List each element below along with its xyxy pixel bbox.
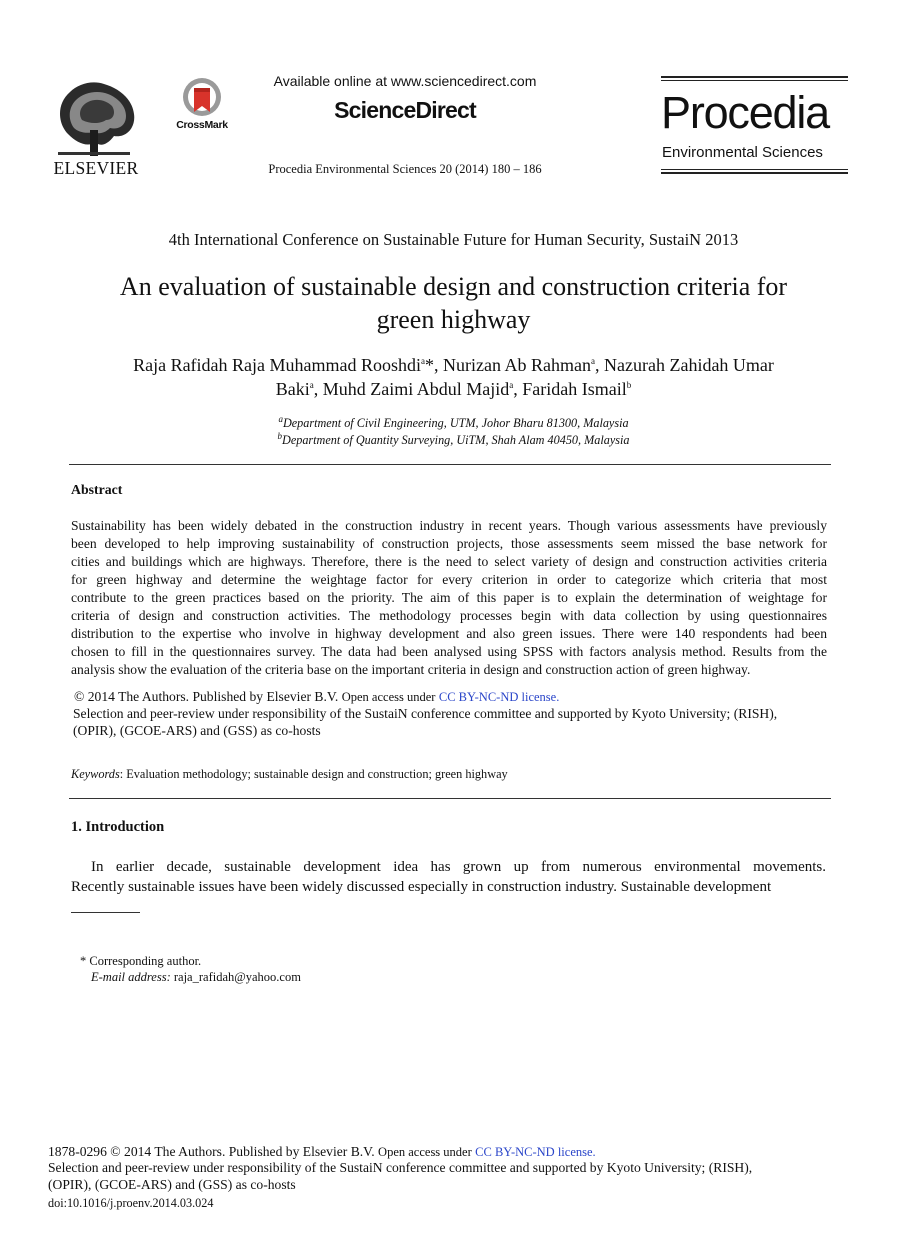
author-name: , Muhd Zaimi Abdul Majid: [313, 379, 510, 399]
section-heading: 1. Introduction: [71, 819, 165, 835]
author-list-line1: Raja Rafidah Raja Muhammad Rooshdi$^a$*, Nurizan Ab Rahman$^a$, Nazurah Zahidah Umar: [133, 355, 774, 375]
crossmark-icon: [173, 76, 231, 120]
abstract-line: chosen to fill in the questionnaires survey. The data had been analysed using SPSS with factors analysis method. Results from the: [71, 644, 827, 659]
affiliation-a: $^a$Department of Civil Engineering, UTM, Johor Bharu 81300, Malaysia: [278, 413, 629, 430]
divider-top: [69, 464, 831, 465]
divider-bottom: [69, 798, 831, 799]
sciencedirect-logo[interactable]: ScienceDirect: [334, 97, 476, 123]
conference-name: 4th International Conference on Sustainable Future for Human Security, SustaiN 2013: [168, 230, 739, 249]
footer-peer-review-line1: Selection and peer-review under responsibility of the SustaiN conference committee and supported by Kyoto University; (RISH),: [48, 1160, 753, 1175]
peer-review-line2: (OPIR), (GCOE-ARS) and (GSS) as co-hosts: [73, 723, 321, 738]
paper-title-line2: green highway: [376, 305, 531, 334]
paper-title-line1: An evaluation of sustainable design and construction criteria for: [119, 272, 788, 301]
procedia-logo: [661, 76, 849, 176]
footnote-rule: [71, 912, 140, 913]
crossmark-logo[interactable]: [173, 76, 231, 134]
copyright-notice: © 2014 The Authors. Published by Elsevier B.V. Open access under CC BY-NC-ND license.: [74, 689, 560, 704]
license-link[interactable]: CC BY-NC-ND license.: [438, 690, 560, 704]
abstract-line: contribute to the green practices based on the priority. The aim of this paper is to explain the determination of weightage for: [71, 590, 827, 605]
footer-peer-review-line2: (OPIR), (GCOE-ARS) and (GSS) as co-hosts: [48, 1177, 296, 1192]
elsevier-tree-icon: [48, 74, 144, 158]
abstract-line: analysis show the evaluation of the criteria base on the important criteria in design and construction action of green highway.: [71, 662, 751, 677]
abstract-line: been developed to help improving sustainability of construction projects, those assessments seem missed the base network for: [71, 536, 827, 551]
elsevier-logo: [48, 74, 144, 178]
footer-license-link[interactable]: CC BY-NC-ND license.: [475, 1145, 596, 1159]
peer-review-line1: Selection and peer-review under responsibility of the SustaiN conference committee and supported by Kyoto University; (RISH),: [73, 706, 778, 721]
abstract-heading: Abstract: [71, 482, 123, 497]
procedia-subtitle: Environmental Sciences: [662, 144, 823, 161]
intro-line1: In earlier decade, sustainable development idea has grown up from numerous environmental movements.: [91, 859, 826, 875]
abstract-line: criteria of design and construction activities. The methodology processes begin with data collection by using questionnaires: [71, 608, 827, 623]
journal-reference: Procedia Environmental Sciences 20 (2014) 180 – 186: [268, 162, 542, 176]
affiliation-b: $^b$Department of Quantity Surveying, UiTM, Shah Alam 40450, Malaysia: [277, 430, 630, 447]
author-name: , Faridah Ismail: [513, 379, 627, 399]
procedia-wordmark: Procedia: [661, 87, 830, 138]
elsevier-wordmark: ELSEVIER: [53, 158, 139, 178]
abstract-line: cities and buildings which are highways. Therefore, there is the need to select variety of design and construction activities criteria: [71, 554, 827, 569]
available-online: Available online at www.sciencedirect.com: [273, 73, 537, 89]
email-link[interactable]: raja_rafidah@yahoo.com: [173, 970, 301, 984]
author-name: Baki: [275, 379, 310, 399]
crossmark-label: CrossMark: [176, 119, 228, 131]
author-name: , Nazurah Zahidah Umar: [595, 355, 774, 375]
footnote-corresponding: * Corresponding author.: [80, 954, 202, 968]
intro-line2: Recently sustainable issues have been widely discussed especially in construction industry. Sustainable development: [71, 879, 772, 895]
keywords: Keywords: Evaluation methodology; sustainable design and construction; green highway: [71, 767, 508, 781]
author-name: Raja Rafidah Raja Muhammad Rooshdi: [133, 355, 422, 375]
author-name: Nurizan Ab Rahman: [443, 355, 591, 375]
doi-link[interactable]: doi:10.1016/j.proenv.2014.03.024: [48, 1196, 214, 1210]
abstract-line: distribution to the expertise who involve in highway development and also green issues. There were 140 respondents had been: [71, 626, 827, 641]
footer-issn: 1878-0296 © 2014 The Authors. Published by Elsevier B.V. Open access under CC BY-NC-ND license.: [48, 1144, 596, 1159]
author-list-line2: Baki$^a$, Muhd Zaimi Abdul Majid$^a$, Faridah Ismail$^b$: [275, 379, 632, 399]
footnote-email: E-mail address: raja_rafidah@yahoo.com: [91, 970, 301, 984]
abstract-line: Sustainability has been widely debated in the construction industry in recent years. Though various assessments have previously: [71, 518, 827, 533]
abstract-line: for green highway and determine the weightage factor for every criterion in order to categorize which criteria that most: [71, 572, 827, 587]
